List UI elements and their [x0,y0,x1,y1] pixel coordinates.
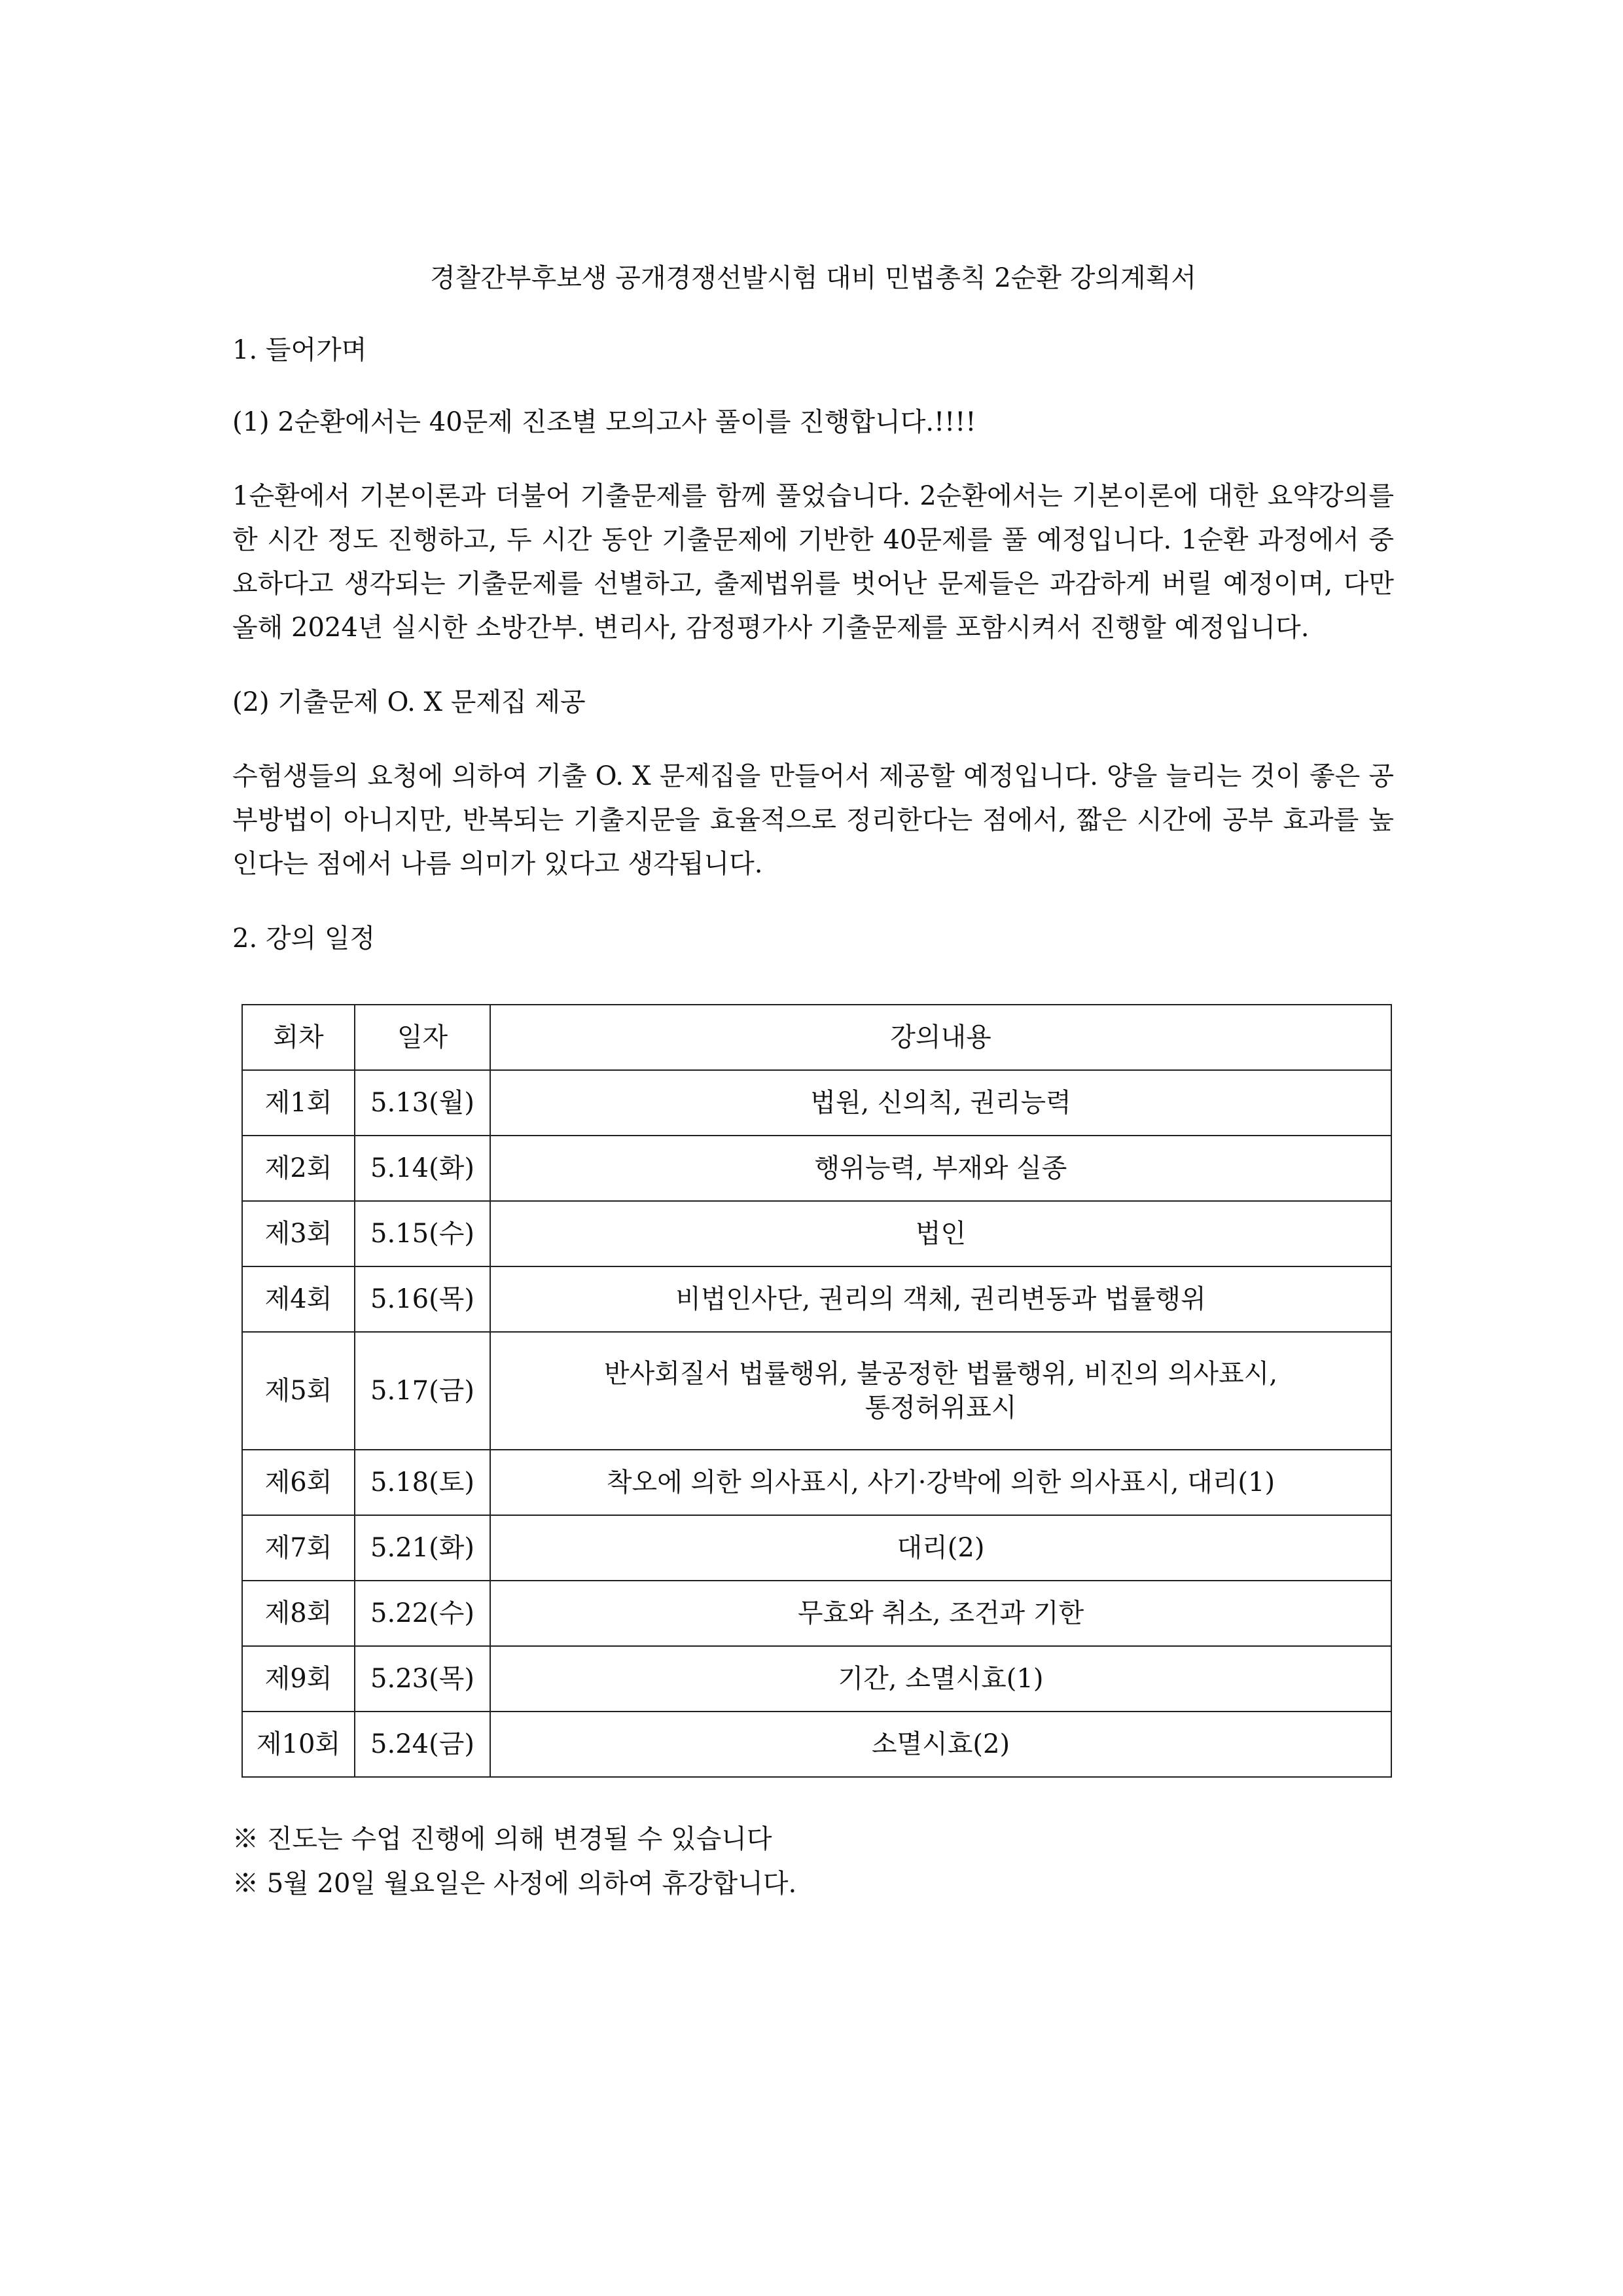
header-session: 회차 [242,1005,355,1070]
schedule-table-wrapper [241,1004,1392,1778]
subsection-1-body: 1순환에서 기본이론과 더불어 기출문제를 함께 풀었습니다. 2순환에서는 기본이론에 대한 요약강의를 한 시간 정도 진행하고, 두 시간 동안 기출문제에 기반한 40문제를 풀 예정입니다. 1순환 과정에서 중요하다고 생각되는 기출문제를 선별하고, 출제법위를 벗어난 문제들은 과감하게 버릴 예정이며, 다만 올해 2024년 실시한 소방간부. 변리사, 감정평가사 기출문제를 포함시켜서 진행할 예정입니다. [232,481,1394,643]
note-progress-change: ※ 진도는 수업 진행에 의해 변경될 수 있습니다 [232,1824,772,1854]
date-cell: 5.23(목) [355,1646,490,1712]
table-row [242,1712,1391,1777]
header-date: 일자 [355,1005,490,1070]
subsection-1-heading: (1) 2순환에서는 40문제 진조별 모의고사 풀이를 진행합니다.!!!! [232,407,976,437]
subsection-2-body: 수험생들의 요청에 의하여 기출 O. X 문제집을 만들어서 제공할 예정입니다. 양을 늘리는 것이 좋은 공부방법이 아니지만, 반복되는 기출지문을 효율적으로 정리한다는 점에서, 짧은 시간에 공부 효과를 높인다는 점에서 나름 의미가 있다고 생각됩니다. [232,761,1394,879]
subsection-2-heading: (2) 기출문제 O. X 문제집 제공 [232,687,586,717]
session-cell: 제2회 [242,1136,355,1201]
note-holiday: ※ 5월 20일 월요일은 사정에 의하여 휴강합니다. [232,1869,797,1899]
content-cell: 착오에 의한 의사표시, 사기·강박에 의한 의사표시, 대리(1) [490,1450,1391,1515]
document-content [232,259,1394,1906]
content-cell: 법인 [490,1201,1391,1266]
date-cell: 5.13(월) [355,1070,490,1136]
session-cell: 제5회 [242,1332,355,1450]
date-cell: 5.24(금) [355,1712,490,1777]
date-cell: 5.15(수) [355,1201,490,1266]
content-cell: 법원, 신의칙, 권리능력 [490,1070,1391,1136]
session-cell: 제10회 [242,1712,355,1777]
date-cell: 5.17(금) [355,1332,490,1450]
table-row [242,1515,1391,1581]
table-row [242,1581,1391,1646]
content-line-1: 반사회질서 법률행위, 불공정한 법률행위, 비진의 의사표시, [603,1359,1278,1389]
table-row [242,1332,1391,1450]
table-header-row [242,1005,1391,1070]
session-cell: 제9회 [242,1646,355,1712]
date-cell: 5.21(화) [355,1515,490,1581]
table-row [242,1070,1391,1136]
date-cell: 5.22(수) [355,1581,490,1646]
content-cell: 소멸시효(2) [490,1712,1391,1777]
header-content: 강의내용 [490,1005,1391,1070]
content-cell: 무효와 취소, 조건과 기한 [490,1581,1391,1646]
section-1-heading: 1. 들어가며 [232,335,367,365]
date-cell: 5.16(목) [355,1266,490,1332]
table-row [242,1450,1391,1515]
date-cell: 5.14(화) [355,1136,490,1201]
content-cell: 행위능력, 부재와 실종 [490,1136,1391,1201]
session-cell: 제4회 [242,1266,355,1332]
session-cell: 제3회 [242,1201,355,1266]
session-cell: 제8회 [242,1581,355,1646]
content-cell: 대리(2) [490,1515,1391,1581]
table-row [242,1266,1391,1332]
content-cell [490,1332,1391,1450]
schedule-table [241,1004,1392,1778]
schedule-notes [232,1817,1394,1906]
section-2-heading: 2. 강의 일정 [232,924,376,954]
content-cell: 비법인사단, 권리의 객체, 권리변동과 법률행위 [490,1266,1391,1332]
table-row [242,1201,1391,1266]
table-row [242,1136,1391,1201]
session-cell: 제7회 [242,1515,355,1581]
date-cell: 5.18(토) [355,1450,490,1515]
table-row [242,1646,1391,1712]
session-cell: 제6회 [242,1450,355,1515]
session-cell: 제1회 [242,1070,355,1136]
content-cell: 기간, 소멸시효(1) [490,1646,1391,1712]
document-title: 경찰간부후보생 공개경쟁선발시험 대비 민법총칙 2순환 강의계획서 [430,263,1196,293]
content-line-2: 통정허위표시 [865,1393,1017,1423]
